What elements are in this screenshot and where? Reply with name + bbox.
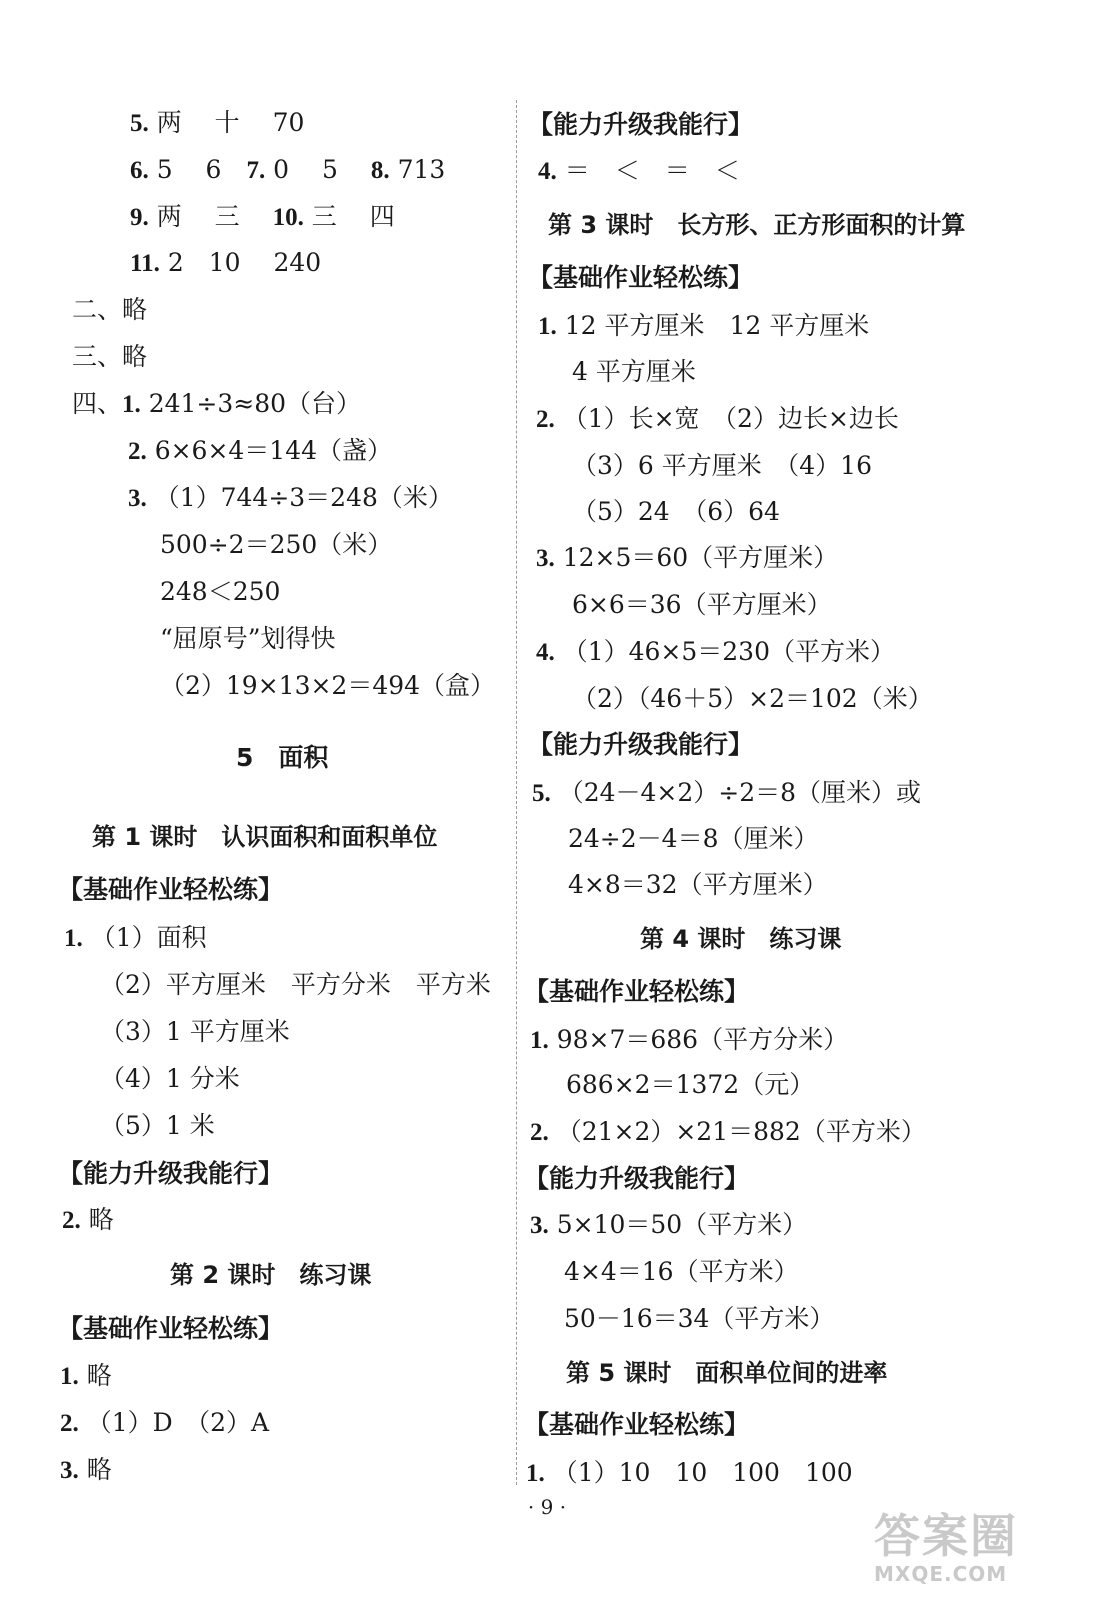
- answer-item: [536, 541, 838, 576]
- chapter-title: 5 面积: [236, 743, 329, 772]
- item-number: 6.: [130, 157, 149, 184]
- answer-line: 4×4＝16（平方米）: [564, 1257, 799, 1286]
- answer-item: [130, 153, 445, 188]
- item-text: 98×7＝686（平方分米）: [548, 1025, 849, 1054]
- answer-item: [64, 921, 207, 956]
- item-number: 3.: [530, 1212, 549, 1239]
- item-text: ＝ ＜ ＝ ＜: [556, 156, 740, 185]
- page-number: · 9 ·: [527, 1495, 567, 1519]
- watermark-text: 答案圈: [874, 1509, 1018, 1563]
- answer-line: （2）平方厘米 平方分米 平方米: [100, 970, 491, 999]
- item-text: 713: [389, 155, 446, 184]
- section-heading: 【基础作业轻松练】: [524, 1410, 750, 1439]
- item-number: 1.: [530, 1027, 549, 1054]
- answer-line: 24÷2－4＝8（厘米）: [568, 824, 819, 853]
- answer-item: [60, 1406, 269, 1441]
- item-number: 2.: [62, 1207, 81, 1234]
- item-text: 5 6: [148, 155, 247, 184]
- item-text: 略: [78, 1455, 112, 1484]
- answer-item: [72, 387, 361, 422]
- answer-line: （3）6 平方厘米 （4）16: [572, 451, 872, 480]
- section-heading: 【基础作业轻松练】: [58, 875, 284, 904]
- item-number: 11.: [130, 250, 160, 277]
- answer-line: （2）19×13×2＝494（盒）: [160, 671, 496, 700]
- item-text: 241÷3≈80（台）: [140, 389, 362, 418]
- lesson-title: 第 4 课时 练习课: [640, 925, 842, 953]
- item-text: （1）46×5＝230（平方米）: [554, 637, 895, 666]
- answer-item: [60, 1453, 112, 1488]
- answer-line: “屈原号”划得快: [160, 624, 336, 653]
- item-text: 四、: [72, 389, 123, 418]
- section-heading: 【基础作业轻松练】: [58, 1314, 284, 1343]
- item-text: （1）面积: [82, 923, 207, 952]
- item-number: 2.: [60, 1410, 79, 1437]
- section-heading: 【基础作业轻松练】: [524, 977, 750, 1006]
- item-number: 1.: [538, 313, 557, 340]
- answer-line: （2）（46＋5）×2＝102（米）: [572, 684, 933, 713]
- section-heading: 【能力升级我能行】: [58, 1159, 284, 1188]
- answer-line: 4 平方厘米: [572, 357, 696, 386]
- item-number: 7.: [246, 157, 266, 184]
- lesson-title: 第 3 课时 长方形、正方形面积的计算: [548, 211, 966, 239]
- item-text: （21×2）×21＝882（平方米）: [548, 1117, 926, 1146]
- answer-item: [130, 200, 395, 235]
- item-text: 两 三: [148, 202, 273, 231]
- item-number: 2.: [536, 406, 555, 433]
- answer-item: [130, 246, 321, 281]
- lesson-title: 第 1 课时 认识面积和面积单位: [92, 823, 438, 851]
- item-number: 3.: [536, 545, 555, 572]
- section-heading: 【能力升级我能行】: [528, 730, 754, 759]
- item-number: 9.: [130, 204, 149, 231]
- answer-item: [62, 1203, 114, 1238]
- item-text: 5×10＝50（平方米）: [548, 1210, 808, 1239]
- item-text: （24－4×2）÷2＝8（厘米）或: [550, 778, 922, 807]
- item-number: 2.: [128, 438, 147, 465]
- item-number: 1.: [526, 1460, 545, 1487]
- section-heading: 【基础作业轻松练】: [528, 263, 754, 292]
- item-number: 1.: [60, 1363, 79, 1390]
- answer-line: 50－16＝34（平方米）: [564, 1304, 835, 1333]
- answer-item: [128, 481, 453, 516]
- answer-line: 二、略: [72, 295, 148, 324]
- answer-line: 248＜250: [160, 577, 281, 606]
- item-text: 12×5＝60（平方厘米）: [554, 543, 839, 572]
- item-text: 略: [80, 1205, 114, 1234]
- answer-line: 686×2＝1372（元）: [566, 1070, 815, 1099]
- item-number: 1.: [64, 925, 83, 952]
- item-number: 3.: [60, 1457, 79, 1484]
- section-heading: 【能力升级我能行】: [528, 110, 754, 139]
- item-text: 2 10 240: [159, 248, 322, 277]
- answer-item: [530, 1023, 848, 1058]
- item-text: 12 平方厘米 12 平方厘米: [556, 311, 870, 340]
- item-text: 三 四: [303, 202, 395, 231]
- item-number: 4.: [536, 639, 555, 666]
- item-text: （1）D （2）A: [78, 1408, 270, 1437]
- item-number: 10.: [272, 204, 304, 231]
- answer-item: [526, 1456, 853, 1491]
- answer-line: （5）24 （6）64: [572, 497, 780, 526]
- item-text: 0 5: [265, 155, 371, 184]
- item-text: 6×6×4＝144（盏）: [146, 436, 393, 465]
- lesson-title: 第 5 课时 面积单位间的进率: [566, 1359, 888, 1387]
- item-text: 略: [78, 1361, 112, 1390]
- answer-line: （3）1 平方厘米: [100, 1017, 290, 1046]
- answer-item: [530, 1208, 807, 1243]
- column-divider: [516, 100, 517, 1485]
- item-number: 5.: [130, 110, 149, 137]
- item-number: 4.: [538, 158, 557, 185]
- answer-line: 6×6＝36（平方厘米）: [572, 590, 832, 619]
- item-number: 5.: [532, 780, 551, 807]
- answer-line: 三、略: [72, 342, 148, 371]
- lesson-title: 第 2 课时 练习课: [170, 1261, 372, 1289]
- item-number: 3.: [128, 485, 147, 512]
- answer-item: [532, 776, 921, 811]
- answer-line: 4×8＝32（平方厘米）: [568, 870, 828, 899]
- item-text: （1）744÷3＝248（米）: [146, 483, 453, 512]
- item-text: （1）长×宽 （2）边长×边长: [554, 404, 899, 433]
- watermark-url: MXQE.COM: [874, 1562, 1008, 1586]
- answer-line: （4）1 分米: [100, 1064, 240, 1093]
- answer-item: [536, 635, 895, 670]
- answer-line: （5）1 米: [100, 1111, 215, 1140]
- item-text: 两 十 70: [148, 108, 305, 137]
- answer-item: [60, 1359, 112, 1394]
- item-text: （1）10 10 100 100: [544, 1458, 853, 1487]
- item-number: 1.: [122, 391, 141, 418]
- answer-item: [128, 434, 392, 469]
- answer-item: [530, 1115, 926, 1150]
- section-heading: 【能力升级我能行】: [524, 1164, 750, 1193]
- item-number: 8.: [370, 157, 390, 184]
- answer-item: [538, 154, 740, 189]
- answer-line: 500÷2＝250（米）: [160, 530, 393, 559]
- answer-item: [536, 402, 899, 437]
- watermark-logo: [874, 1510, 1064, 1596]
- answer-item: [130, 106, 304, 141]
- answer-item: [538, 309, 869, 344]
- item-number: 2.: [530, 1119, 549, 1146]
